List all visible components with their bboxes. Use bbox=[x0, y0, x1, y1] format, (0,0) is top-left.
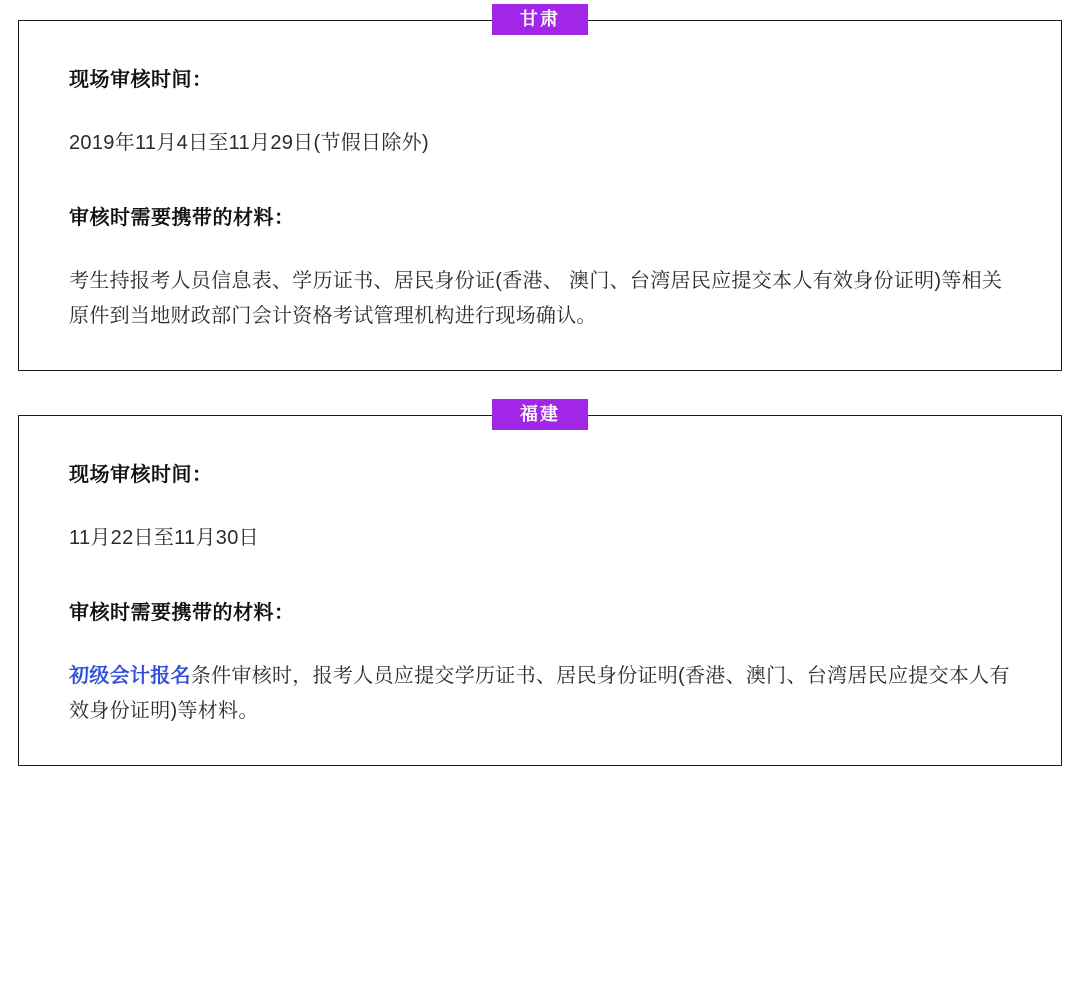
section-gansu bbox=[18, 9, 1062, 371]
section-body-gansu bbox=[18, 20, 1062, 371]
materials-highlight-fujian: 初级会计报名 bbox=[69, 665, 191, 687]
review-time-value-gansu: 2019年11月4日至11月29日(节假日除外) bbox=[69, 132, 429, 154]
bottom-spacer bbox=[0, 766, 1080, 802]
materials-label-fujian: 审核时需要携带的材料： bbox=[69, 602, 295, 624]
section-fujian bbox=[18, 404, 1062, 766]
review-time-label-fujian: 现场审核时间： bbox=[69, 464, 213, 486]
section-badge-fujian: 福建 bbox=[492, 399, 588, 430]
section-body-fujian bbox=[18, 415, 1062, 766]
materials-value-fujian bbox=[69, 659, 1011, 729]
review-time-value-fujian: 11月22日至11月30日 bbox=[69, 527, 259, 549]
materials-text-fujian: 条件审核时，报考人员应提交学历证书、居民身份证明(香港、澳门、台湾居民应提交本人有效身份证明)等材料。 bbox=[69, 665, 1010, 722]
review-time-label-gansu: 现场审核时间： bbox=[69, 69, 213, 91]
materials-text-gansu: 考生持报考人员信息表、学历证书、居民身份证(香港、 澳门、台湾居民应提交本人有效身份证明)等相关原件到当地财政部门会计资格考试管理机构进行现场确认。 bbox=[69, 270, 1003, 327]
materials-label-gansu: 审核时需要携带的材料： bbox=[69, 207, 295, 229]
materials-value-gansu bbox=[69, 264, 1011, 334]
section-badge-gansu: 甘肃 bbox=[492, 4, 588, 35]
